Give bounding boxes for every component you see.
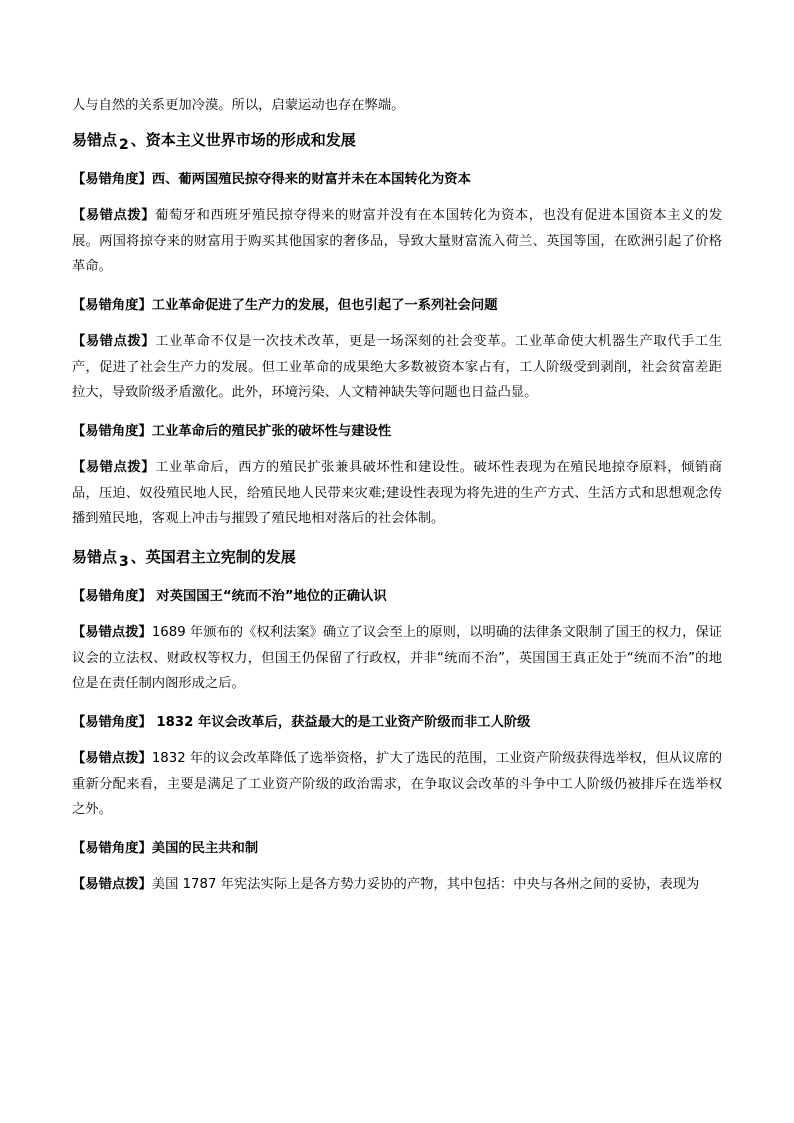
error-tip	[72, 620, 722, 697]
section-heading	[72, 128, 722, 153]
angle-tag: 【易错角度】	[72, 297, 152, 313]
section-2	[72, 128, 722, 532]
tip-tag: 【易错点拨】	[72, 625, 152, 640]
error-item	[72, 836, 722, 898]
section-heading	[72, 545, 722, 570]
tip-text: 1689 年颁布的《权利法案》确立了议会至上的原则，以明确的法律条文限制了国王的权力，保证议会的立法权、财政权等权力，但国王仍保留了行政权，并非“统而不治”，英国国王真正处于“统而不治”的地位是在责任制内阁形成之后。	[72, 625, 722, 691]
angle-tag: 【易错角度】	[72, 423, 152, 439]
error-item	[72, 419, 722, 532]
heading-title: 、资本主义世界市场的形成和发展	[130, 130, 356, 149]
tip-tag: 【易错点拨】	[72, 460, 156, 475]
angle-text: 西、葡两国殖民掠夺得来的财富并未在本国转化为资本	[151, 171, 471, 187]
angle-text: 工业革命后的殖民扩张的破坏性与建设性	[151, 423, 392, 439]
error-item	[72, 167, 722, 280]
error-item	[72, 584, 722, 697]
error-item	[72, 710, 722, 823]
angle-tag: 【易错角度】	[72, 588, 152, 604]
tip-text: 葡萄牙和西班牙殖民掠夺得来的财富并没有在本国转化为资本，也没有促进本国资本主义的发展。两国将掠夺来的财富用于购买其他国家的奢侈品，导致大量财富流入荷兰、英国等国，在欧洲引起了价格革命。	[72, 208, 723, 274]
intro-paragraph-tail: 人与自然的关系更加冷漠。所以，启蒙运动也存在弊端。	[72, 98, 405, 113]
angle-text: 美国的民主共和制	[151, 840, 259, 856]
error-angle	[72, 836, 722, 862]
angle-tag: 【易错角度】	[72, 840, 152, 856]
error-angle	[72, 293, 722, 319]
angle-text: 工业革命促进了生产力的发展，但也引起了一系列社会问题	[151, 297, 498, 313]
tip-text: 美国 1787 年宪法实际上是各方势力妥协的产物，其中包括：中央与各州之间的妥协，表现为	[151, 877, 700, 892]
tip-text: 工业革命不仅是一次技术改革，更是一场深刻的社会变革。工业革命使大机器生产取代手工生产，促进了社会生产力的发展。但工业革命的成果绝大多数被资本家占有，工人阶级受到剥削，社会贫富差距拉大，导致阶级矛盾激化。此外，环境污染、人文精神缺失等问题也日益凸显。	[72, 334, 723, 400]
error-tip	[72, 746, 722, 823]
error-angle	[72, 710, 722, 736]
tip-tag: 【易错点拨】	[72, 208, 156, 223]
heading-prefix: 易错点	[72, 130, 118, 149]
error-tip	[72, 203, 722, 280]
error-angle	[72, 167, 722, 193]
tip-text: 工业革命后，西方的殖民扩张兼具破坏性和建设性。破坏性表现为在殖民地掠夺原料，倾销商品，压迫、奴役殖民地人民，给殖民地人民带来灾难;建设性表现为将先进的生产方式、生活方式和思想观念传播到殖民地，客观上冲击与摧毁了殖民地相对落后的社会体制。	[72, 460, 723, 526]
error-angle	[72, 419, 722, 445]
document-body	[72, 93, 722, 911]
tip-tag: 【易错点拨】	[72, 751, 152, 766]
angle-text: 1832 年议会改革后，获益最大的是工业资产阶级而非工人阶级	[151, 714, 531, 730]
section-3	[72, 545, 722, 898]
tip-tag: 【易错点拨】	[72, 877, 152, 892]
heading-number: 3	[119, 553, 129, 570]
heading-prefix: 易错点	[72, 547, 118, 566]
error-tip	[72, 329, 722, 406]
error-item	[72, 293, 722, 406]
angle-tag: 【易错角度】	[72, 171, 152, 187]
angle-text: 对英国国王“统而不治”地位的正确认识	[151, 588, 387, 604]
error-angle	[72, 584, 722, 610]
heading-number: 2	[119, 136, 129, 153]
error-tip	[72, 872, 722, 898]
tip-tag: 【易错点拨】	[72, 334, 156, 349]
tip-text: 1832 年的议会改革降低了选举资格，扩大了选民的范围，工业资产阶级获得选举权，但从议席的重新分配来看，主要是满足了工业资产阶级的政治需求，在争取议会改革的斗争中工人阶级仍被排斥在选举权之外。	[72, 751, 722, 817]
error-tip	[72, 455, 722, 532]
angle-tag: 【易错角度】	[72, 714, 152, 730]
heading-title: 、英国君主立宪制的发展	[130, 547, 296, 566]
